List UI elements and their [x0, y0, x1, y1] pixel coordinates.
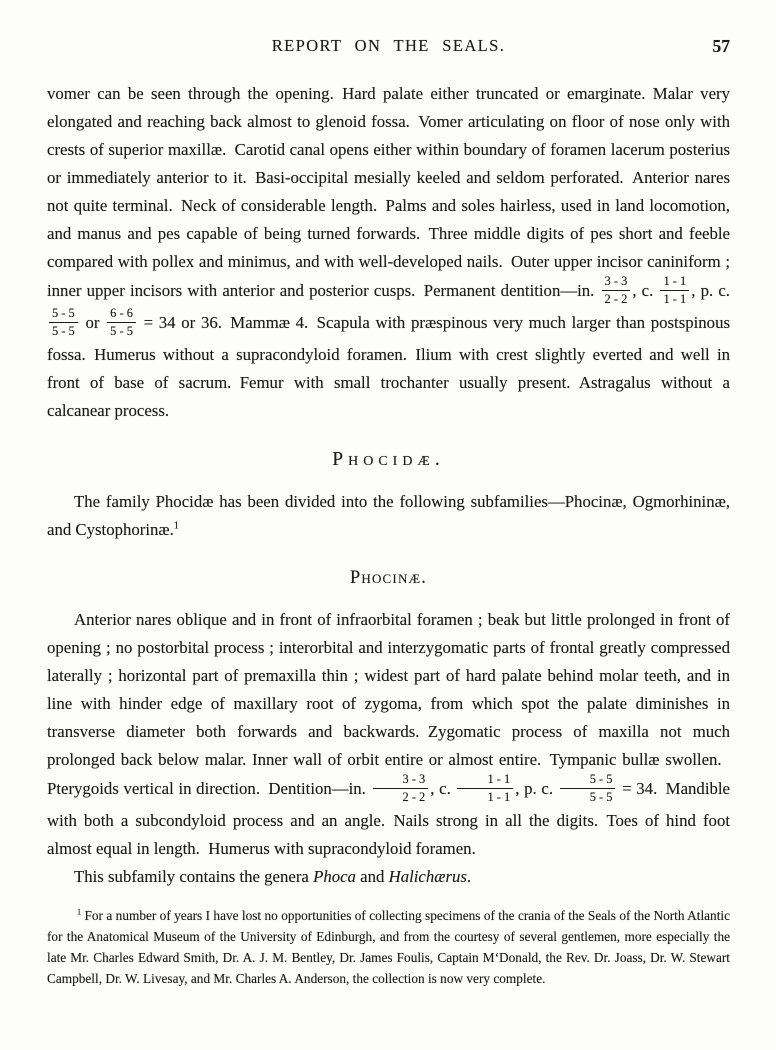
fraction-numerator: 5 - 5	[49, 306, 78, 323]
section-heading-phocinae: Phocinæ.	[349, 568, 428, 589]
paragraph-phocinae-genera: This subfamily contains the genera Phoca and Halichærus.	[74, 866, 472, 886]
fraction-denominator: 5 - 5	[589, 790, 613, 805]
fraction-numerator: 1 - 1	[660, 274, 689, 291]
section-heading-phocidae: Phocidæ.	[332, 448, 445, 470]
footnote-reference: 1	[173, 520, 179, 532]
page-header-title: REPORT ON THE SEALS.	[271, 36, 506, 55]
dentition-fraction	[560, 772, 616, 804]
dentition-fraction	[602, 274, 631, 306]
footnote	[47, 905, 730, 989]
footnote-text	[47, 905, 730, 989]
dentition-fraction	[107, 306, 136, 338]
fraction-denominator: 5 - 5	[52, 324, 75, 339]
fraction-denominator: 1 - 1	[663, 291, 687, 306]
dentition-fraction	[49, 306, 78, 338]
dentition-fraction	[660, 274, 689, 306]
running-header	[47, 36, 730, 60]
fraction-denominator: 5 - 5	[110, 324, 133, 339]
fraction-denominator: 1 - 1	[487, 790, 511, 805]
paragraph-phocidae-family-diagnosis: vomer can be seen through the opening. Hard palate either truncated or emarginate. Malar very elongated and reaching back almost to glenoid fossa. Vomer articulating on floor of nose only with crests of superior maxillæ. Carotid canal opens either within boundary of foramen lacerum posterius or immediately anterior to it. Basi-occipital mesially keeled and seldom perforated. Anterior nares not quite terminal. Neck of considerable length. Palms and soles hairless, used in land locomotion, and manus and pes capable of being turned forwards. Three middle digits of pes short and feeble compared with pollex and minimus, and with well-developed nails. Outer upper incisor caniniform ; inner upper incisors with anterior and posterior cusps. Permanent dentition—in. $\frac{3 - 3}{2 - 2}$ , c. $\frac{1 - 1}{1 - 1}$ , p. c. $\frac{5 - 5}{5 - 5}$ or $\frac{6 - 6}{5 - 5}$ = 34 or 36. Mammæ 4. Scapula with præspinous very much larger than postspinous fossa. Humerus without a supracondyloid foramen. Ilium with crest slightly everted and well in front of base of sacrum. Femur with small trochanter usually present. Astragalus without a calcanear process.	[47, 84, 730, 420]
fraction-numerator: 3 - 3	[602, 274, 631, 291]
footnote-marker: 1	[77, 907, 82, 917]
fraction-numerator: 1 - 1	[457, 772, 513, 789]
fraction-denominator: 2 - 2	[604, 291, 628, 306]
fraction-denominator: 2 - 2	[402, 790, 426, 805]
fraction-numerator: 6 - 6	[107, 306, 136, 323]
fraction-numerator: 5 - 5	[560, 772, 616, 789]
genus-name: Phoca	[313, 866, 356, 886]
dentition-fraction	[457, 772, 513, 804]
footnote-body: For a number of years I have lost no opportunities of collecting specimens of the crania of the Seals of the North Atlantic for the Anatomical Museum of the University of Edinburgh, and from the courtesy of several gentlemen, more especially the late Mr. Charles Edward Smith, Dr. A. J. M. Bentley, Dr. James Foulis, Captain M‘Donald, the Rev. Dr. Joass, Dr. W. Stewart Campbell, Dr. W. Livesay, and Mr. Charles A. Anderson, the collection is now very complete.	[47, 907, 730, 986]
fraction-numerator: 3 - 3	[373, 772, 429, 789]
dentition-fraction	[373, 772, 429, 804]
paragraph-phocinae-diagnosis: Anterior nares oblique and in front of infraorbital foramen ; beak but little prolonged in front of opening ; no postorbital process ; interorbital and interzygomatic parts of frontal greatly compressed laterally ; horizontal part of premaxilla thin ; widest part of hard palate behind molar teeth, and in line with hinder edge of maxillary root of zygoma, from which spot the palate diminishes in transverse diameter both forwards and backwards. Zygomatic process of maxilla not much prolonged back below malar. Inner wall of orbit entire or almost entire. Tympanic bullæ swollen. Pterygoids vertical in direction. Dentition—in. $\frac{3 - 3}{2 - 2}$ , c. $\frac{1 - 1}{1 - 1}$ , p. c. $\frac{5 - 5}{5 - 5}$ = 34. Mandible with both a subcondyloid process and an angle. Nails strong in all the digits. Toes of hind foot almost equal in length. Humerus with supracondyloid foramen.	[47, 610, 730, 858]
genus-name: Halichærus	[388, 866, 467, 886]
page-number: 57	[712, 36, 730, 56]
paragraph-phocidae-subfamilies: The family Phocidæ has been divided into the following subfamilies—Phocinæ, Ogmorhininæ, and Cystophorinæ.$^1$	[47, 492, 730, 540]
